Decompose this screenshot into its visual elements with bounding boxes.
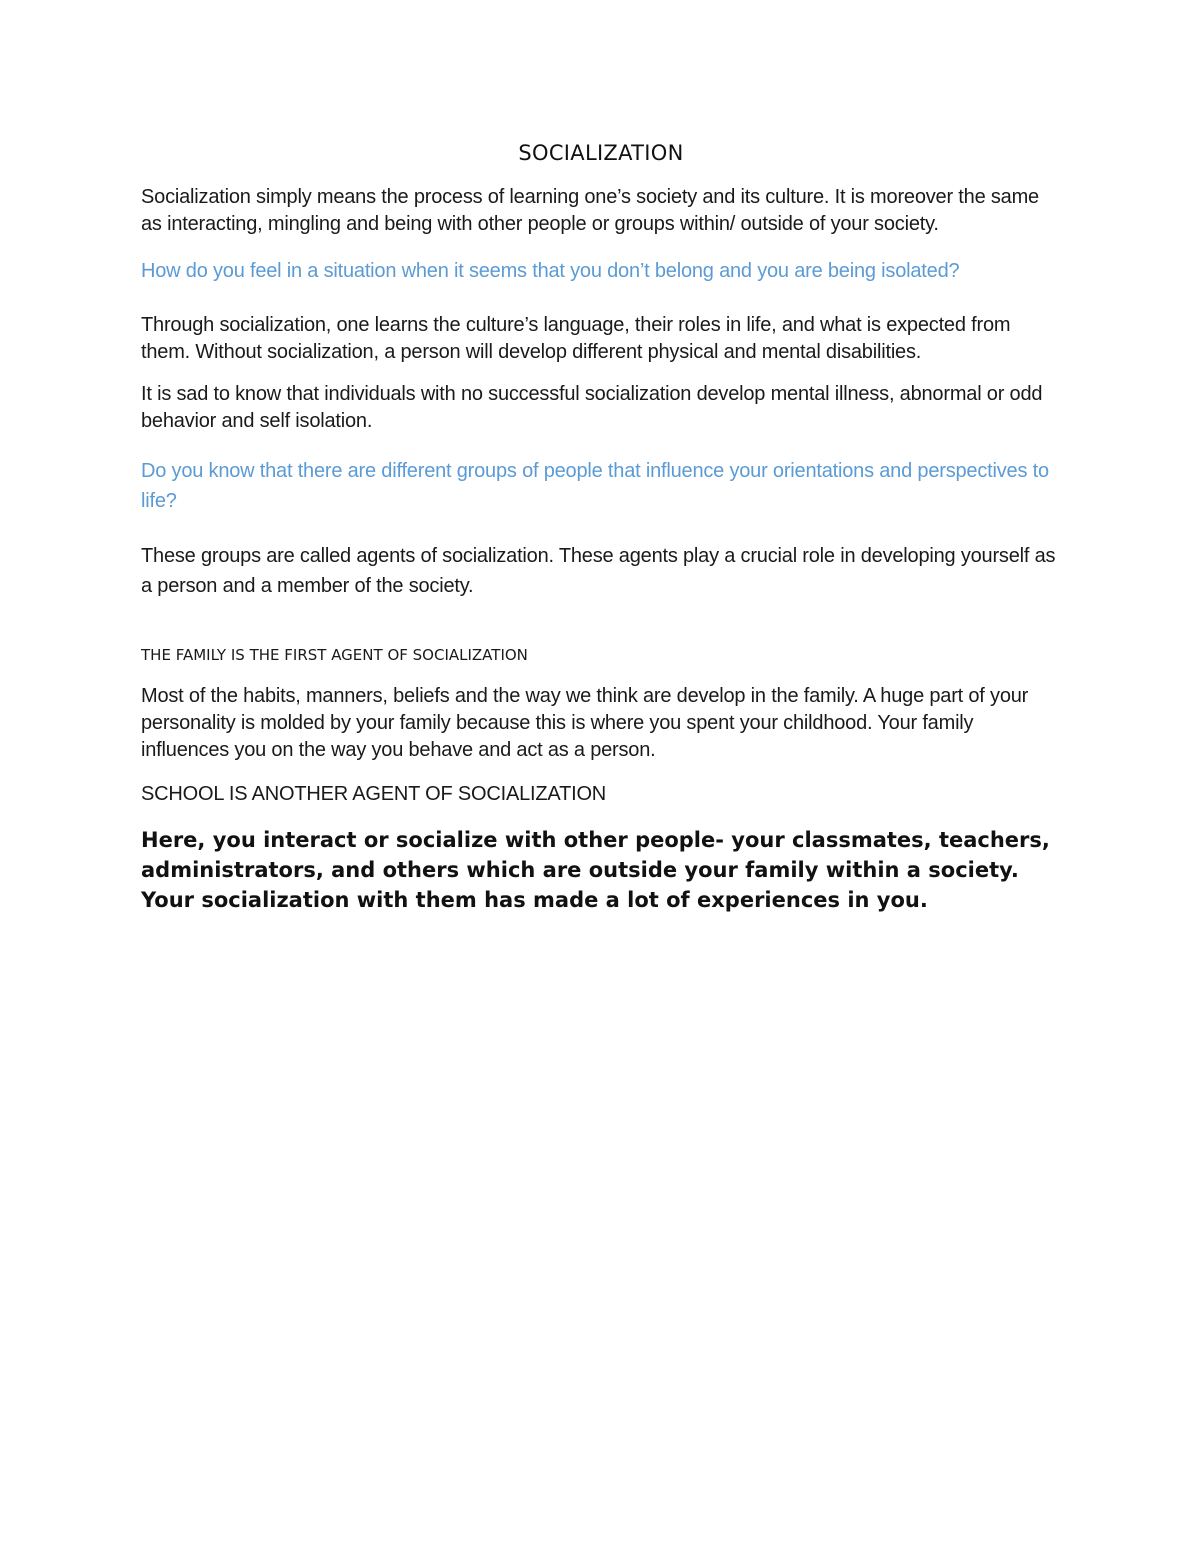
family-paragraph: Most of the habits, manners, beliefs and the way we think are develop in the family. A huge part of your personality is molded by your family because this is where you spent your childhood. Your family influences you on the way you behave and act as a person. <box>141 685 1029 761</box>
document-page <box>141 138 1061 915</box>
school-heading: SCHOOL IS ANOTHER AGENT OF SOCIALIZATION <box>141 783 607 805</box>
family-heading: THE FAMILY IS THE FIRST AGENT OF SOCIALIZATION <box>141 646 528 664</box>
school-paragraph: Here, you interact or socialize with other people- your classmates, teachers, administrators, and others which are outside your family within a society. Your socialization with them has made a lot of experiences in you. <box>141 828 1050 912</box>
sad-to-know-paragraph: It is sad to know that individuals with no successful socialization develop mental illness, abnormal or odd behavior and self isolation. <box>141 383 1043 432</box>
question-groups: Do you know that there are different groups of people that influence your orientations and perspectives to life? <box>141 460 1049 512</box>
intro-paragraph: Socialization simply means the process of learning one’s society and its culture. It is moreover the same as interacting, mingling and being with other people or groups within/ outside of your society. <box>141 186 1039 235</box>
document-title: SOCIALIZATION <box>518 141 684 165</box>
agents-paragraph: These groups are called agents of socialization. These agents play a crucial role in developing yourself as a person and a member of the society. <box>141 545 1056 597</box>
socialization-learning-paragraph: Through socialization, one learns the culture’s language, their roles in life, and what is expected from them. Without socialization, a person will develop different physical and mental disabilities. <box>141 314 1011 363</box>
question-belonging: How do you feel in a situation when it seems that you don’t belong and you are being isolated? <box>141 260 960 282</box>
